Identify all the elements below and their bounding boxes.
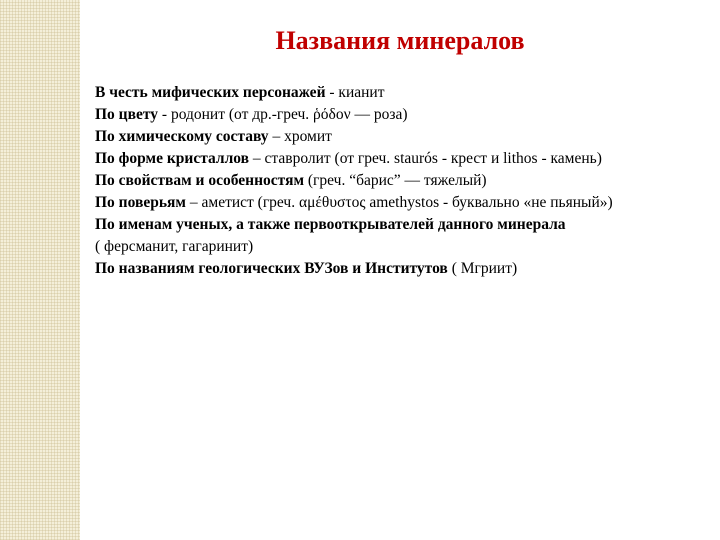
item-heading: По названиям геологических ВУЗов и Институтов [95,260,448,277]
list-item [95,192,695,214]
item-text: – аметист (греч. αμέθυστος amethystos - буквально «не пьяный») [186,194,613,211]
slide-title: Названия минералов [275,26,525,55]
item-heading: По поверьям [95,194,186,211]
list-item [95,126,695,148]
item-heading: По химическому составу [95,128,269,145]
item-text: – ставролит (от греч. staurós - крест и lithos - камень) [249,150,602,167]
item-heading: По форме кристаллов [95,150,250,167]
list-item [95,148,695,170]
item-heading: По свойствам и особенностям [95,172,305,189]
item-heading: По цвету [95,106,159,123]
item-heading: В честь мифических персонажей [95,84,326,101]
list-item [95,258,695,280]
item-text: - родонит (от др.-греч. ῥόδον — роза) [158,106,408,123]
list-item [95,170,695,192]
list-item [95,236,695,258]
list-item [95,104,695,126]
item-text: ( Мгриит) [447,260,518,277]
list-item [95,82,695,104]
list-item [95,214,695,236]
item-text: - кианит [325,84,385,101]
item-text: – хромит [268,128,332,145]
item-text: (греч. “барис” — тяжелый) [304,172,487,189]
mineral-naming-list [95,82,695,280]
item-text: ( ферсманит, гагаринит) [95,238,254,255]
decorative-side-strip [0,0,80,540]
item-heading: По именам ученых, а также первооткрывателей данного минерала [95,216,566,233]
